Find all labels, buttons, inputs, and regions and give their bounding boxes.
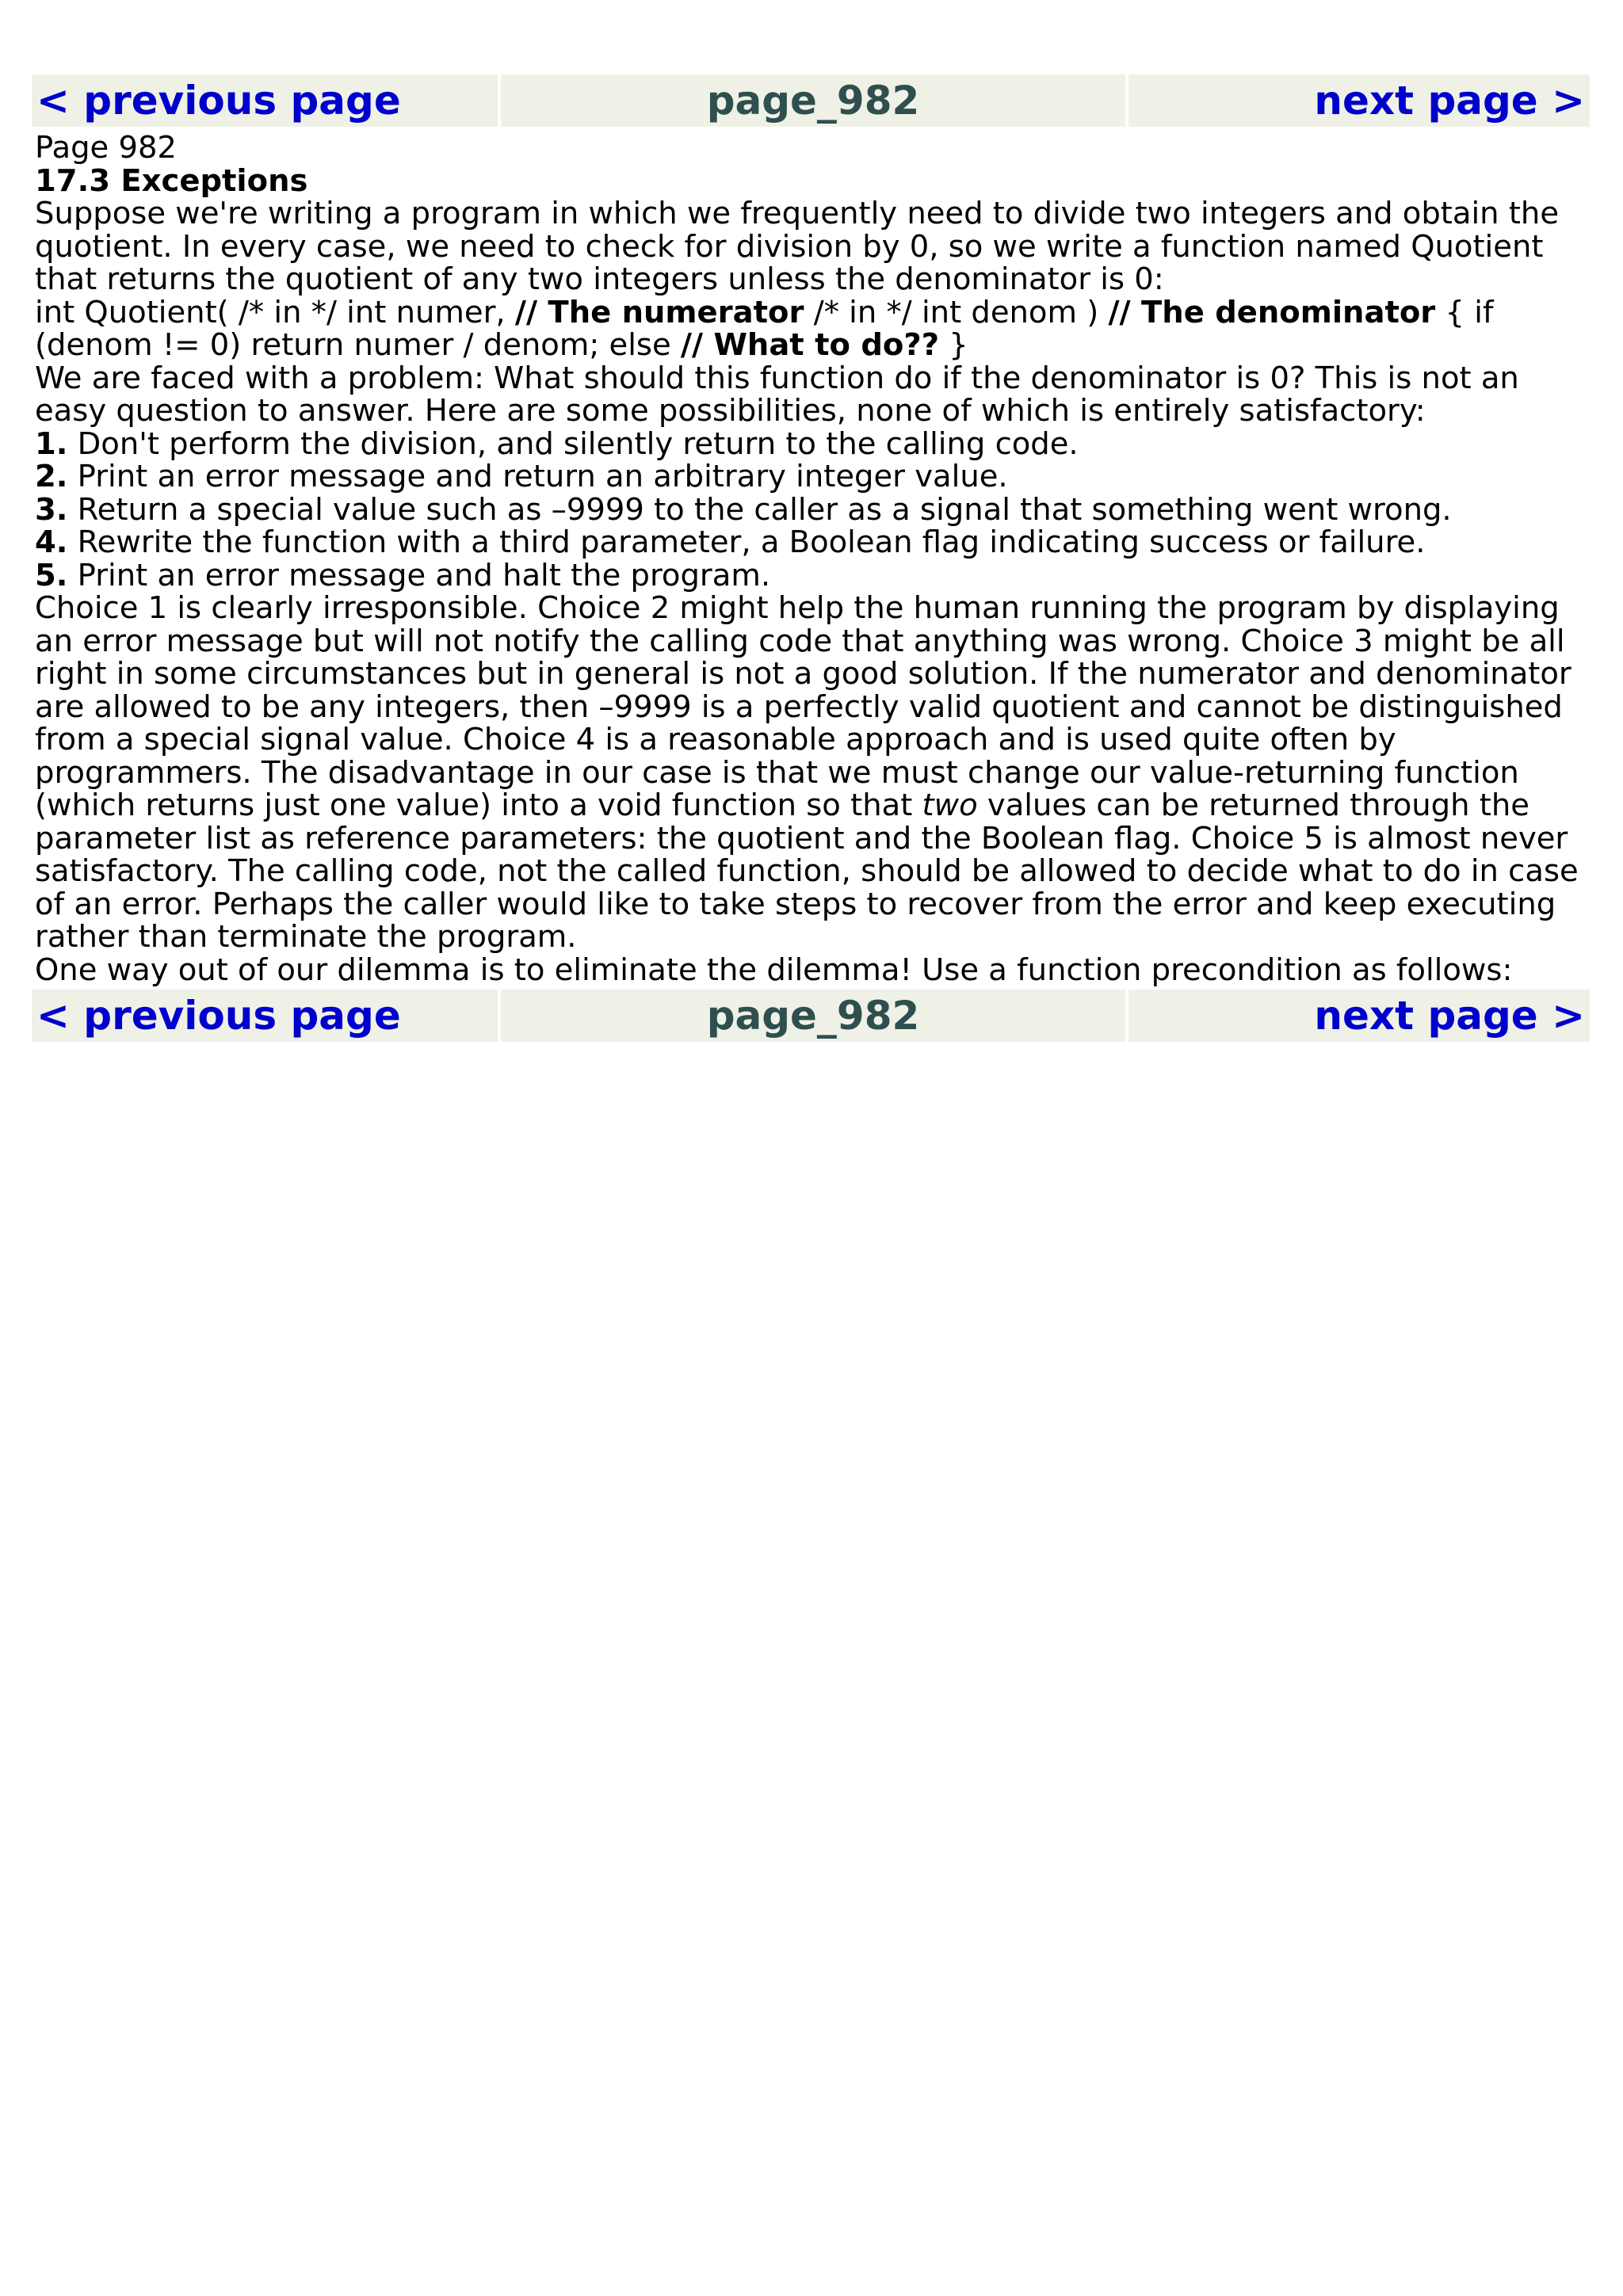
top-prev-cell [32, 74, 498, 127]
bottom-navigation-bar [32, 990, 1593, 1042]
intro-paragraph: Suppose we're writing a program in which we frequently need to divide two integers and obtain the quotient. In every case, we need to check for division by 0, so we write a function named Quotient that returns the quotient of any two integers unless the denominator is 0: [35, 196, 1560, 297]
top-next-page-link[interactable]: next page > [1314, 78, 1585, 124]
code-comment-numerator: // The numerator [514, 294, 804, 330]
choice-item-2: 2. Print an error message and return an arbitrary integer value. [35, 459, 1008, 494]
bottom-next-page-link[interactable]: next page > [1314, 993, 1585, 1039]
page-label: Page 982 [35, 130, 177, 166]
top-next-cell [1128, 74, 1590, 127]
top-previous-page-link[interactable]: < previous page [36, 78, 401, 124]
choice-item-3: 3. Return a special value such as –9999 to the caller as a signal that something went wrong. [35, 491, 1452, 528]
choice-item-1: 1. Don't perform the division, and silently return to the calling code. [35, 425, 1079, 462]
bottom-prev-cell [32, 990, 498, 1042]
problem-paragraph: We are faced with a problem: What should this function do if the denominator is 0? This is not an easy question to answer. Here are some possibilities, none of which is entirely satisfactory: [35, 360, 1519, 429]
code-comment-denominator: // The denominator [1108, 294, 1436, 330]
bottom-page-title: page_982 [501, 990, 1125, 1042]
closing-paragraph: One way out of our dilemma is to eliminate the dilemma! Use a function precondition as follows: [35, 952, 1513, 988]
code-snippet: int Quotient( /* in */ int numer, // The numerator /* in */ int denom ) // The denominator { if (denom != 0) return numer / denom; else // What to do?? } [35, 294, 1494, 363]
code-comment-what-to-do: // What to do?? [680, 327, 940, 363]
bottom-previous-page-link[interactable]: < previous page [36, 993, 401, 1039]
section-heading: 17.3 Exceptions [35, 162, 308, 199]
bottom-next-cell [1128, 990, 1590, 1042]
top-navigation-bar [32, 74, 1593, 127]
top-page-title: page_982 [501, 74, 1125, 127]
discussion-paragraph: Choice 1 is clearly irresponsible. Choice 2 might help the human running the program by displaying an error message but will not notify the calling code that anything was wrong. Choice 3 might be all right in some circumstances but in general is not a good solution. If the numerator and denominator are allowed to be any integers, then –9999 is a perfectly valid quotient and cannot be distinguished from a special signal value. Choice 4 is a reasonable approach and is used quite often by programmers. The disadvantage in our case is that we must change our value-returning function (which returns just one value) into a void function so that two values can be returned through the parameter list as reference parameters: the quotient and the Boolean flag. Choice 5 is almost never satisfactory. The calling code, not the called function, should be allowed to decide what to do in case of an error. Perhaps the caller would like to take steps to recover from the error and keep executing rather than terminate the program. [35, 590, 1579, 955]
choice-item-5: 5. Print an error message and halt the program. [35, 557, 771, 593]
page-content [32, 127, 1590, 990]
page [32, 74, 1593, 1042]
choice-item-4: 4. Rewrite the function with a third parameter, a Boolean flag indicating success or failure. [35, 524, 1426, 560]
